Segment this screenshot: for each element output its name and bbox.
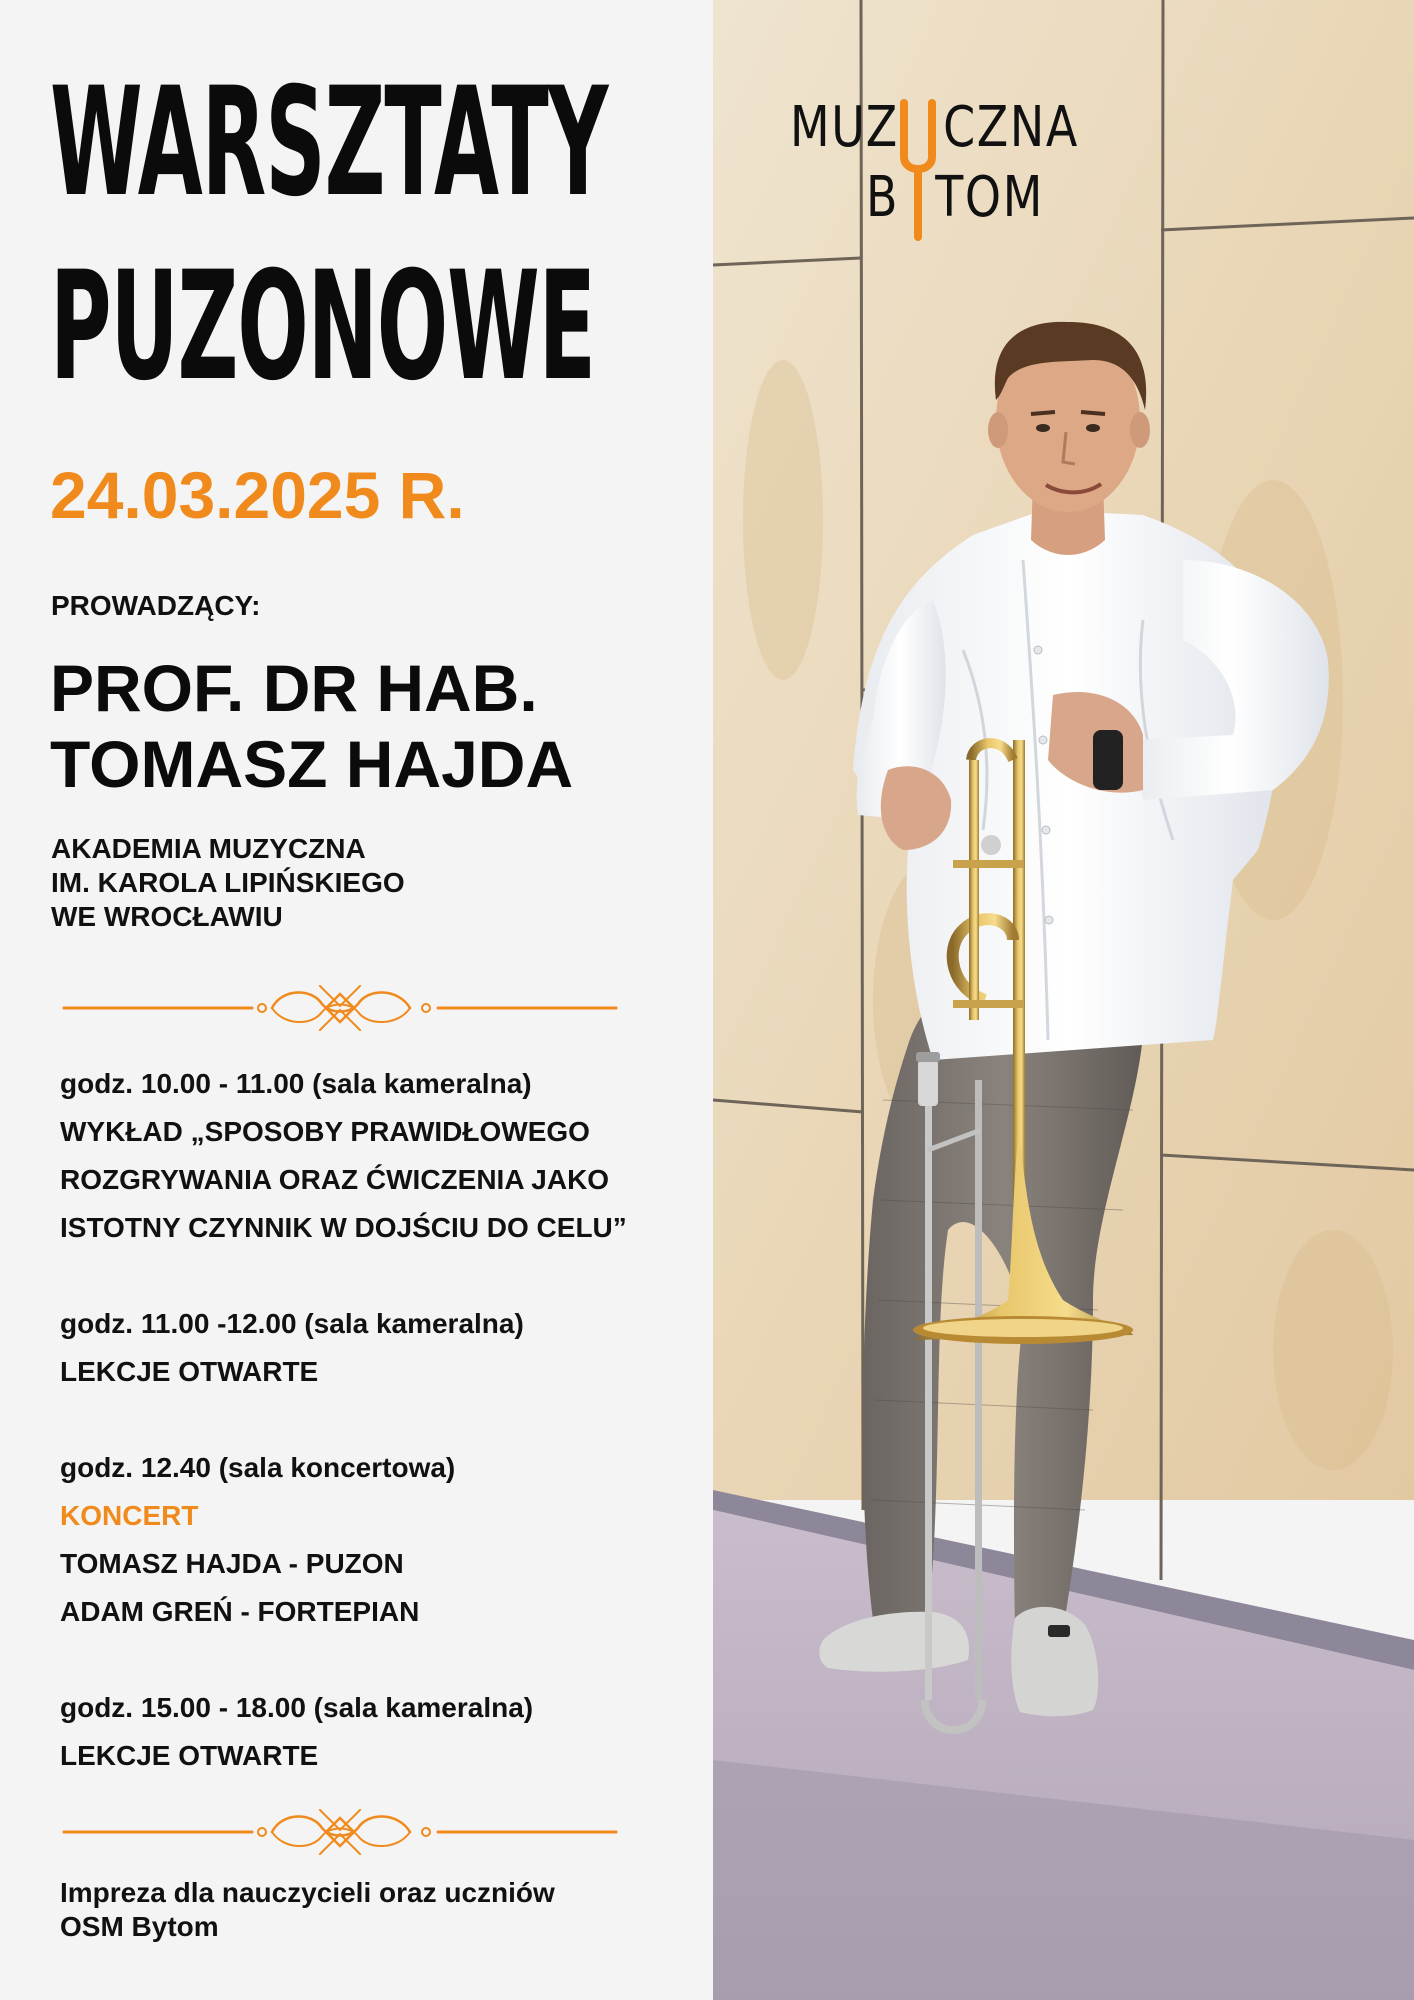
schedule-item [60,1444,710,1636]
schedule-time: godz. 15.00 - 18.00 (sala kameralna) [60,1692,534,1723]
performer-photo [713,0,1414,2000]
logo-text: TOM [935,165,1044,230]
tuning-fork-icon [898,95,938,245]
ornament-divider-icon [60,1804,620,1860]
schedule-time: godz. 11.00 -12.00 (sala kameralna) [60,1308,524,1339]
schedule-line: ROZGRYWANIA ORAZ ĆWICZENIA JAKO [60,1164,610,1195]
lead-name-line-1: PROF. DR HAB. [50,651,538,725]
logo-text: CZNA [943,95,1079,160]
schedule-item [60,1060,710,1252]
lead-name-line-2: TOMASZ HAJDA [50,727,574,801]
schedule-item [60,1300,710,1396]
schedule-line: LEKCJE OTWARTE [60,1740,319,1771]
schedule-line: ADAM GREŃ - FORTEPIAN [60,1596,420,1627]
schedule-item [60,1684,710,1780]
title-line-2: PUZONOWE [50,240,595,414]
affiliation-line: AKADEMIA MUZYCZNA [51,833,366,864]
logo-row-2 [866,165,1044,230]
logo-text: B [866,165,900,230]
lead-label: PROWADZĄCY: [51,590,261,621]
footer-note [60,1876,555,1944]
affiliation-line: WE WROCŁAWIU [51,901,283,932]
schedule-time: godz. 10.00 - 11.00 (sala kameralna) [60,1068,532,1099]
photo-illustration [713,0,1414,2000]
schedule [60,1060,710,1828]
schedule-line: WYKŁAD „SPOSOBY PRAWIDŁOWEGO [60,1116,590,1147]
logo-text: MUZ [790,95,899,160]
logo-muzyczna-bytom [790,95,1079,245]
event-date: 24.03.2025 R. [50,458,465,532]
schedule-highlight: KONCERT [60,1500,199,1531]
affiliation-line: IM. KAROLA LIPIŃSKIEGO [51,867,405,898]
schedule-time: godz. 12.40 (sala koncertowa) [60,1452,456,1483]
schedule-line: TOMASZ HAJDA - PUZON [60,1548,404,1579]
footer-line-2: OSM Bytom [60,1911,219,1942]
schedule-line: LEKCJE OTWARTE [60,1356,319,1387]
ornament-divider-icon [60,980,620,1036]
footer-line-1: Impreza dla nauczycieli oraz uczniów [60,1877,555,1908]
lead-name [50,650,573,802]
schedule-line: ISTOTNY CZYNNIK W DOJŚCIU DO CELU” [60,1212,627,1243]
title-line-1: WARSZTATY [50,56,608,230]
lead-affiliation [51,832,405,934]
